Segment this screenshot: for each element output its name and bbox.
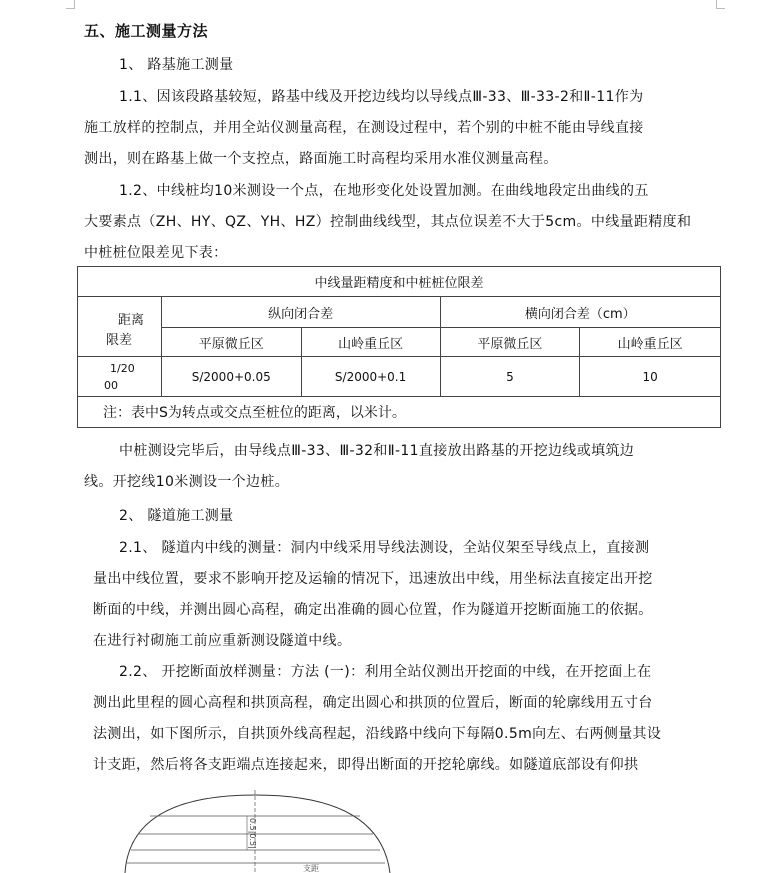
section-heading: 五、施工测量方法 bbox=[84, 22, 209, 40]
offset-label: 支距 bbox=[303, 864, 319, 873]
ratio-line: 00 bbox=[104, 379, 118, 392]
page-corner-mark bbox=[66, 0, 75, 9]
column-group-lateral: 横向闭合差（cm） bbox=[440, 297, 720, 328]
paragraph-line: 线。开挖线10米测设一个边桩。 bbox=[84, 474, 290, 490]
ratio-line: 1/20 bbox=[110, 362, 135, 375]
paragraph-line: 计支距，然后将各支距端点连接起来，即得出断面的开挖轮廓线。如隧道底部设有仰拱 bbox=[93, 757, 639, 773]
column-header: 山岭重丘区 bbox=[580, 328, 721, 357]
paragraph-line: 在进行衬砌施工前应重新测设隧道中线。 bbox=[93, 633, 352, 649]
corner-label-distance: 距离 bbox=[118, 313, 145, 328]
page-corner-mark bbox=[716, 0, 725, 9]
tunnel-section-figure bbox=[120, 790, 400, 873]
paragraph-line: 测出，则在路基上做一个支控点，路面施工时高程均采用水准仪测量高程。 bbox=[84, 151, 558, 167]
column-header: 山岭重丘区 bbox=[301, 328, 440, 357]
paragraph-line: 1.1、因该段路基较短，路基中线及开挖边线均以导线点Ⅲ-33、Ⅲ-33-2和Ⅱ-11作为 bbox=[119, 89, 644, 105]
table-row-label bbox=[78, 357, 162, 397]
paragraph-line: 2.1、 隧道内中线的测量：洞内中线采用导线法测设，全站仪架至导线点上，直接测 bbox=[119, 540, 650, 556]
paragraph-line: 1.2、中线桩均10米测设一个点，在地形变化处设置加测。在曲线地段定出曲线的五 bbox=[119, 183, 649, 199]
subsection-title: 2、 隧道施工测量 bbox=[119, 508, 234, 524]
paragraph-line: 量出中线位置，要求不影响开挖及运输的情况下，迅速放出中线，用坐标法直接定出开挖 bbox=[93, 571, 653, 587]
column-header: 平原微丘区 bbox=[440, 328, 580, 357]
paragraph-line: 断面的中线，并测出圆心高程，确定出准确的圆心位置，作为隧道开挖断面施工的依据。 bbox=[93, 602, 653, 618]
table-cell: 5 bbox=[440, 357, 580, 397]
paragraph-line: 中桩测设完毕后，由导线点Ⅲ-33、Ⅲ-32和Ⅱ-11直接放出路基的开挖边线或填筑边 bbox=[119, 443, 635, 459]
paragraph-line: 测出此里程的圆心高程和拱顶高程，确定出圆心和拱顶的位置后，断面的轮廓线用五寸台 bbox=[93, 695, 653, 711]
vertical-dimension-label: 0.5|0.5| bbox=[248, 818, 257, 849]
table-corner-header bbox=[78, 297, 162, 357]
table-caption: 中线量距精度和中桩桩位限差 bbox=[78, 267, 721, 297]
table-cell: S/2000+0.1 bbox=[301, 357, 440, 397]
column-group-longitudinal: 纵向闭合差 bbox=[161, 297, 440, 328]
tolerance-table bbox=[77, 266, 721, 428]
corner-label-tolerance: 限差 bbox=[106, 333, 133, 348]
paragraph-line: 中桩桩位限差见下表： bbox=[84, 245, 228, 261]
paragraph-line: 2.2、 开挖断面放样测量：方法 (一)：利用全站仪测出开挖面的中线，在开挖面上在 bbox=[119, 664, 652, 680]
table-cell: S/2000+0.05 bbox=[161, 357, 301, 397]
column-header: 平原微丘区 bbox=[161, 328, 301, 357]
table-note: 注：表中S为转点或交点至桩位的距离，以米计。 bbox=[78, 397, 721, 428]
paragraph-line: 大要素点（ZH、HY、QZ、YH、HZ）控制曲线线型，其点位误差不大于5cm。中线量距精度和 bbox=[84, 214, 692, 230]
paragraph-line: 施工放样的控制点，并用全站仪测量高程，在测设过程中，若个别的中桩不能由导线直接 bbox=[84, 120, 644, 136]
table-cell: 10 bbox=[580, 357, 721, 397]
paragraph-line: 法测出，如下图所示，自拱顶外线高程起，沿线路中线向下每隔0.5m向左、右两侧量其设 bbox=[93, 726, 662, 742]
subsection-title: 1、 路基施工测量 bbox=[119, 57, 234, 73]
